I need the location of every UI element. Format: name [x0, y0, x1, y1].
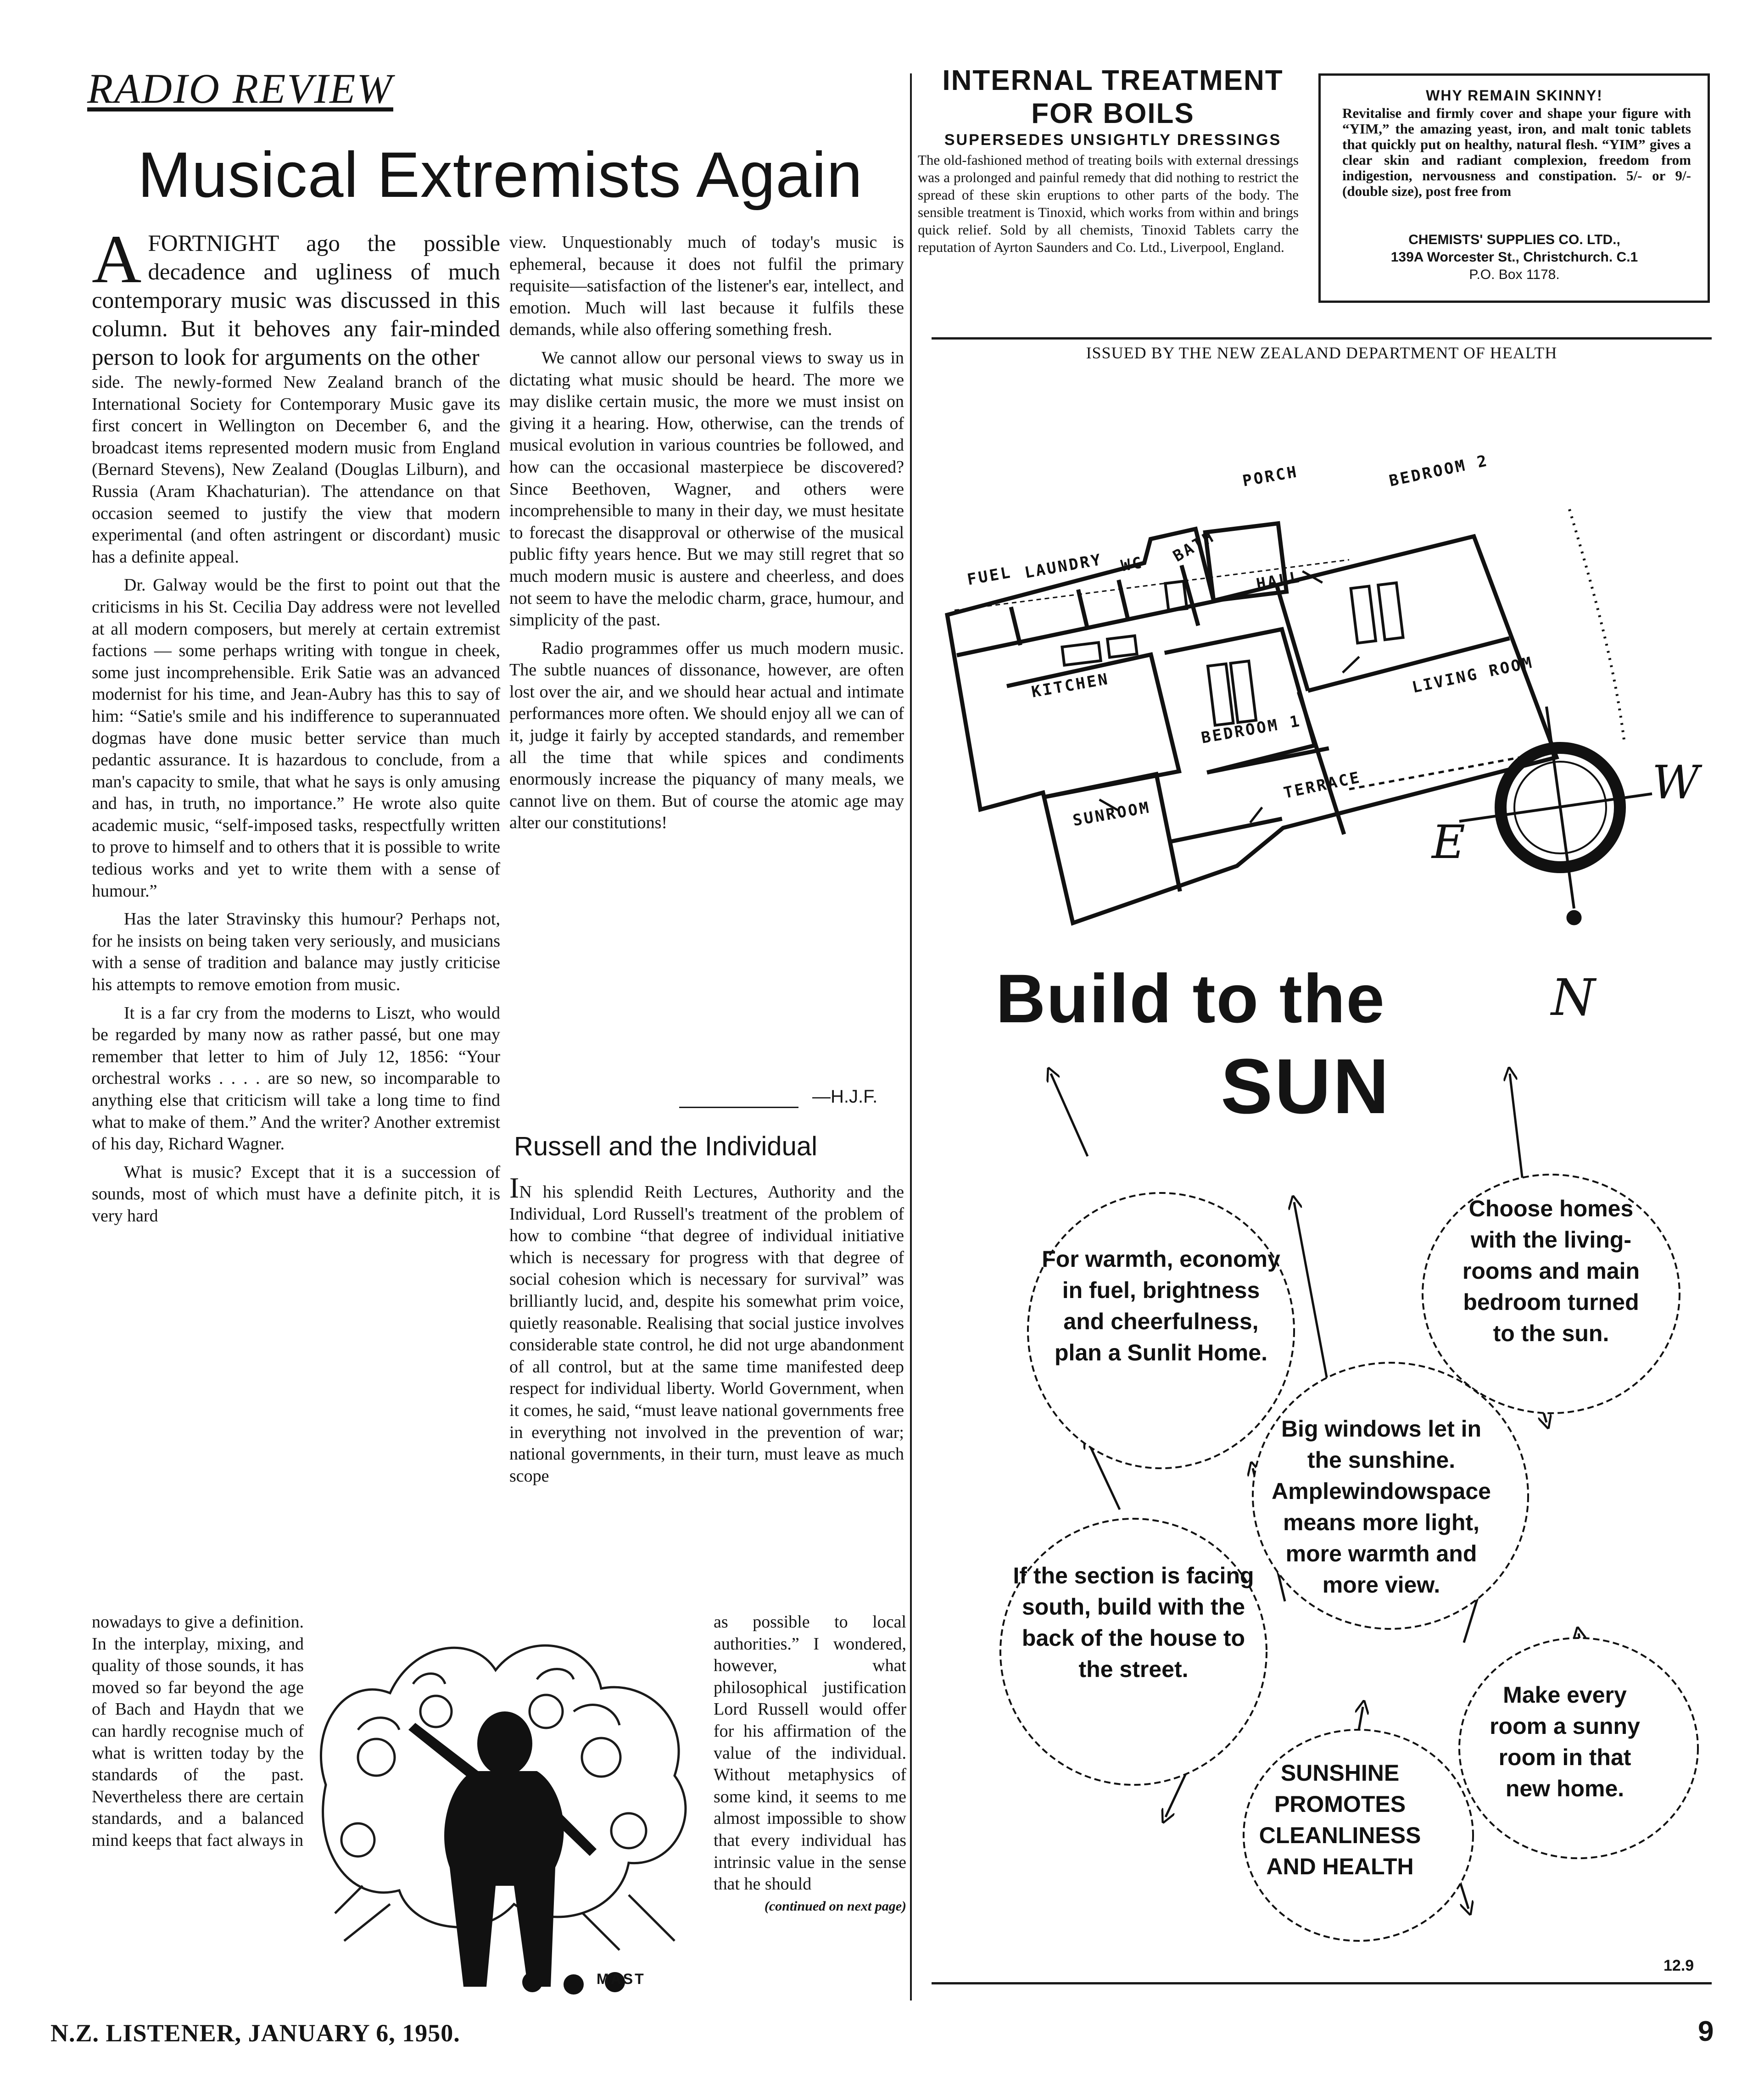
room-label-fuel: FUEL	[966, 563, 1013, 589]
skinny-ad-company: CHEMISTS' SUPPLIES CO. LTD.,	[1408, 232, 1620, 247]
skinny-ad-title: WHY REMAIN SKINNY!	[1426, 87, 1603, 104]
continued-note: (continued on next page)	[764, 1898, 906, 1914]
paragraph	[509, 1171, 904, 1487]
burst-big-windows: Big windows let in the sunshine. Amplewindowspace means more light, more warmth and more view.	[1272, 1416, 1491, 1598]
paragraph: What is music? Except that it is a succession of sounds, most of which must have a definite pitch, it is very hard	[92, 1162, 500, 1226]
compass-east: E	[1432, 815, 1465, 869]
paragraph: Dr. Galway would be the first to point out that the criticisms in his St. Cecilia Day address were not levelled at all modern composers, but merely at certain extremist factions — some perhaps writing with tongue in cheek, some just incomprehensible. Erik Satie was an advanced modernist for his time, and Jean-Aubry has this to say of him: “Satie's smile and his indifference to superannuated dogmas have done music better service than much pedantic assurance. It is hazardous to conclude, from a man's capacity to smile, that what he says is only amusing and has, in truth, no importance.” He wrote also quite academic music, “self-imposed tasks, respectfully written to prove to himself and to others that it is possible to write tedious works and yet to write them with a sense of humour.”	[92, 575, 500, 901]
health-ad-headline: Build to the	[996, 960, 1385, 1037]
paragraph: We cannot allow our personal views to sway us in dictating what music should be heard. The more we may dislike certain music, the more we must insist on giving it a hearing. How, otherwise, can the trends of musical evolution in various countries be followed, and how can the occasional masterpiece be discovered? Since Beethoven, Wagner, and others were incomprehensible to many in their day, we must hesitate to forecast the disapproval or otherwise of the musical public fifty years hence. But we may still regret that so much modern music is austere and cheerless, and does not seem to have the melodic charm, grace, humour, and simplicity of the past.	[509, 348, 904, 630]
drop-cap: A	[92, 221, 142, 297]
lead-text: FORTNIGHT ago the possible decadence and ugliness of much contemporary music was discussed in this column. But it behoves any fair-minded person to look for arguments on the other	[92, 231, 500, 370]
boils-ad-title-2: FOR BOILS	[1031, 98, 1195, 129]
room-label-terrace: TERRACE	[1282, 768, 1363, 802]
room-label-sunroom: SUNROOM	[1071, 798, 1152, 830]
burst-sunshine: SUNSHINE PROMOTES CLEANLINESS AND HEALTH	[1259, 1760, 1421, 1879]
paragraph: Radio programmes offer us much modern music. The subtle nuances of dissonance, however, are often lost over the air, and we should hear actual and intimate performances more often. We should enjoy all we can of it, judge it fairly by accepted standards, and remember all the time that while spices and condiments enormously increase the piquancy of many meals, we cannot live on them. But of course the atomic age may alter our constitutions!	[509, 638, 904, 833]
room-label-kitchen: KITCHEN	[1030, 669, 1111, 702]
room-label-bath: BATH	[1170, 527, 1218, 566]
boils-ad-body: The old-fashioned method of treating boils with external dressings was a prolonged and painful remedy that did nothing to restrict the spread of these skin eruptions to other parts of the body. The sensible treatment is Tinoxid, which works from within and brings quick relief. Sold by all chemists, Tinoxid Tablets carry the reputation of Ayrton Saunders and Co. Ltd., Liverpool, England.	[918, 152, 1299, 255]
article2-column	[509, 1171, 904, 1493]
burst-warmth: For warmth, economy in fuel, brightness and cheerfulness, plan a Sunlit Home.	[1042, 1246, 1280, 1365]
article-column-2	[509, 232, 904, 841]
burst-choose-homes: Choose homes with the living-rooms and main bedroom turned to the sun.	[1462, 1196, 1640, 1346]
page-number: 9	[1698, 2016, 1714, 2047]
paragraph: nowadays to give a definition. In the interplay, mixing, and quality of those sounds, it has moved so far beyond the age of Bach and Haydn that we can hardly recognise much of what is written today by the standards of the past. Nevertheless there are certain standards, and a balanced mind keeps that fact always in	[92, 1612, 304, 1850]
room-label-hall: HALL	[1255, 568, 1302, 594]
paragraph: as possible to local authorities.” I wondered, however, what philosophical justification Lord Russell would offer for his affirmation of the value of the individual. Without metaphysics of some kind, it seems to me almost impossible to show that every individual has intrinsic value in the sense that he should	[714, 1612, 906, 1894]
paragraph: side. The newly-formed New Zealand branch of the International Society for Contemporary Music gave its first concert in Wellington on December 6, and the broadcast items represented modern music from England (Bernard Stevens), New Zealand (Douglas Lilburn), and Russia (Aram Khachaturian). The attendance on that occasion seemed to justify the view that modern experimental (and often astringent or discordant) music has a definite appeal.	[92, 373, 500, 567]
house-floor-plan	[936, 395, 1716, 964]
skinny-ad-pobox: P.O. Box 1178.	[1469, 267, 1560, 282]
article-column-1	[92, 221, 500, 1227]
health-ad-issuer: ISSUED BY THE NEW ZEALAND DEPARTMENT OF HEALTH	[1086, 344, 1557, 362]
room-label-laundry: LAUNDRY	[1023, 550, 1104, 582]
burst-section-south: If the section is facing south, build with the back of the house to the street.	[1013, 1563, 1254, 1682]
skinny-ad-address: 139A Worcester St., Christchurch. C.1	[1390, 250, 1638, 265]
paragraph: Has the later Stravinsky this humour? Perhaps not, for he insists on being taken very seriously, and musicians with a sense of tradition and balance may justly criticise his attempts to remove emotion from music.	[92, 909, 500, 995]
boils-ad-subtitle: SUPERSEDES UNSIGHTLY DRESSINGS	[944, 131, 1282, 149]
signature-rule	[679, 1107, 798, 1108]
article-lead	[92, 221, 500, 372]
room-label-porch: PORCH	[1241, 462, 1300, 490]
author-signature: —H.J.F.	[812, 1087, 878, 1107]
compass-west: W	[1652, 756, 1699, 809]
article2-text: N his splendid Reith Lectures, Authority and the Individual, Lord Russell's treatment of the problem of how to combine “that degree of individual initiative which is necessary for progress with that degree of social cohesion which is necessary for survival” was brilliantly lucid, and, despite his somewhat prim voice, quietly reasonable. Realising that social justice involves considerable state control, he did not urge abandonment of all control, but at the same time manifested deep respect for individual liberty. World Government, when it comes, he said, “must leave national governments free in everything not involved in the prevention of war; national governments, in their turn, must leave as much scope	[509, 1182, 904, 1486]
illustrator-signature: MAST	[597, 1971, 646, 1987]
burst-every-room: Make every room a sunny room in that new home.	[1490, 1682, 1640, 1801]
paragraph: It is a far cry from the moderns to Liszt, who would be regarded by many now as rather passé, but one may remember that letter to him of July 12, 1856: “Your orchestral works . . . . are so new, so incomparable to anything else that criticism will take a long time to find what to make of them.” And the writer? Another extremist of his day, Richard Wagner.	[92, 1003, 500, 1154]
column-divider	[910, 73, 912, 2000]
room-label-wc: WC	[1119, 553, 1145, 575]
section-kicker: RADIO REVIEW	[87, 65, 393, 112]
article-headline: Musical Extremists Again	[138, 139, 863, 211]
room-label-bedroom-2: BEDROOM 2	[1387, 451, 1490, 490]
skinny-ad-body: Revitalise and firmly cover and shape your figure with “YIM,” the amazing yeast, iron, and malt tonic tablets that quickly put on healthy, natural flesh. “YIM” gives a clear skin and radiant complexion, freedom from indigestion, nervousness and constipation. 5/- or 9/- (double size), post free from	[1342, 105, 1691, 199]
room-label-living-room: LIVING ROOM	[1410, 653, 1535, 697]
conductor-illustration	[298, 1592, 711, 2005]
drop-cap: I	[509, 1171, 519, 1204]
boils-ad-title: INTERNAL TREATMENT	[942, 65, 1284, 96]
page-masthead: N.Z. LISTENER, JANUARY 6, 1950.	[50, 2019, 460, 2047]
paragraph: view. Unquestionably much of today's music is ephemeral, because it does not fulfil the primary requisite—satisfaction of the listener's ear, intellect, and emotion. Much will last because it fulfils these demands, while also offering something fresh.	[509, 233, 904, 340]
article2-column-wrap	[714, 1611, 906, 1917]
ad-code: 12.9	[1664, 1957, 1694, 1974]
room-label-bedroom-1: BEDROOM 1	[1200, 712, 1303, 747]
compass-north: N	[1551, 968, 1596, 1027]
health-ad-top-rule	[932, 337, 1712, 340]
article2-headline: Russell and the Individual	[514, 1131, 817, 1161]
health-ad-bottom-rule	[932, 1982, 1712, 1984]
article-column-1-wrap	[92, 1611, 304, 1858]
health-ad-headline-sun: SUN	[1221, 1043, 1391, 1130]
